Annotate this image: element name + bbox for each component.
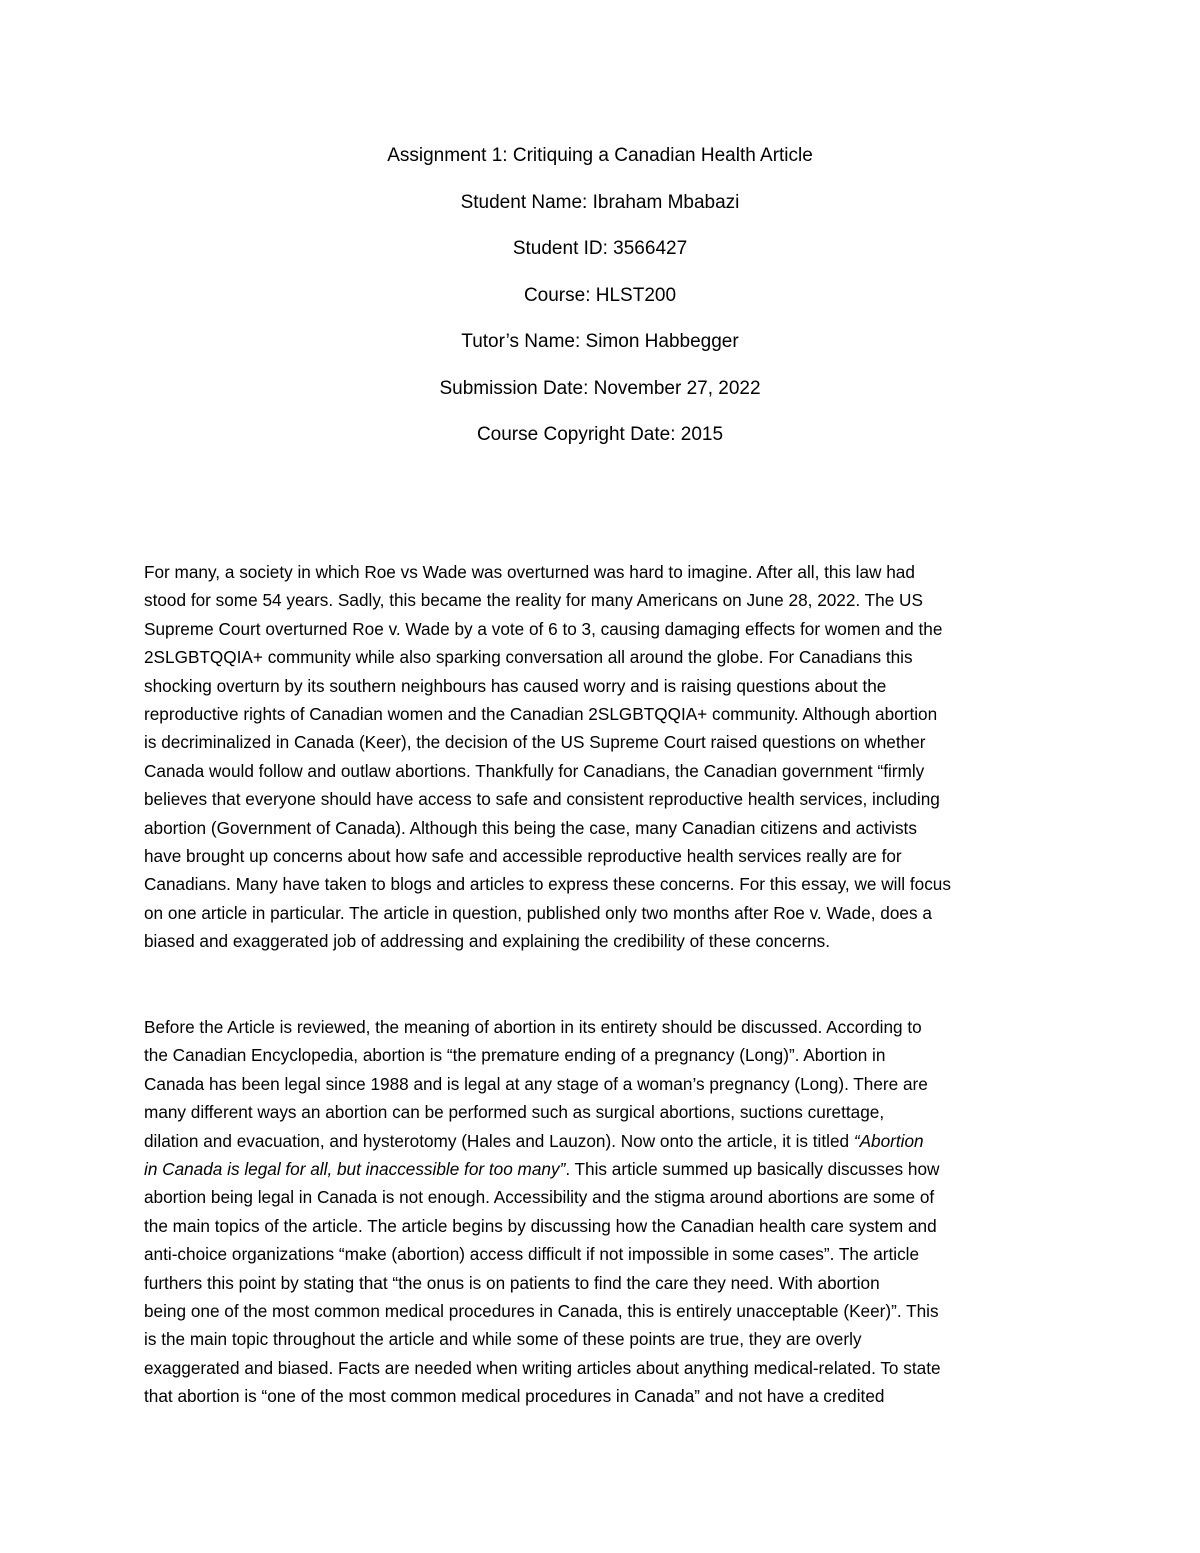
course: Course: HLST200 xyxy=(523,284,677,306)
paragraph-line xyxy=(144,1240,1064,1268)
paragraph-line xyxy=(144,1013,1064,1041)
paragraph-line: is decriminalized in Canada (Keer), the decision of the US Supreme Court raised questions on whether xyxy=(144,732,926,753)
line-text: anti-choice organizations “make (abortion) access difficult if not impossible in some cases”. The article xyxy=(144,1244,920,1265)
course-copyright-date: Course Copyright Date: 2015 xyxy=(476,424,724,445)
line-text: being one of the most common medical procedures in Canada, this is entirely unacceptable (Keer)”. This xyxy=(144,1300,939,1321)
paragraph-line: Canadians. Many have taken to blogs and articles to express these concerns. For this essay, we will focus xyxy=(144,874,951,895)
line-text: is the main topic throughout the article and while some of these points are true, they are overly xyxy=(144,1329,862,1350)
line-text: . This article summed up basically discusses how xyxy=(565,1158,940,1179)
body-paragraph-1 xyxy=(144,558,1064,955)
line-text: the main topics of the article. The article begins by discussing how the Canadian health care system and xyxy=(144,1215,937,1236)
line-text: Before the Article is reviewed, the meaning of abortion in its entirety should be discussed. According to xyxy=(144,1017,922,1037)
student-id: Student ID: 3566427 xyxy=(512,238,688,259)
article-title-italic: “Abortion xyxy=(853,1130,924,1151)
paragraph-line xyxy=(144,1070,1064,1098)
paragraph-line xyxy=(144,1269,1064,1297)
paragraph-line: on one article in particular. The article in question, published only two months after Roe v. Wade, does a xyxy=(144,902,932,923)
paragraph-line: reproductive rights of Canadian women and the Canadian 2SLGBTQQIA+ community. Although abortion xyxy=(144,703,938,724)
tutor-name: Tutor’s Name: Simon Habbegger xyxy=(461,331,739,352)
paragraph-line xyxy=(144,1325,1064,1353)
paragraph-line: biased and exaggerated job of addressing and explaining the credibility of these concerns. xyxy=(144,931,831,952)
body-paragraph-2 xyxy=(144,1013,1064,1410)
paragraph-line xyxy=(144,1183,1064,1211)
paragraph-line xyxy=(144,1127,1064,1155)
paragraph-line xyxy=(144,1098,1064,1126)
paragraph-line xyxy=(144,1297,1064,1325)
paragraph-line xyxy=(144,1382,1064,1410)
paragraph-line: For many, a society in which Roe vs Wade was overturned was hard to imagine. After all, this law had xyxy=(144,562,915,582)
student-name: Student Name: Ibraham Mbabazi xyxy=(460,191,740,213)
article-title-italic: in Canada is legal for all, but inaccessible for too many” xyxy=(144,1158,566,1179)
line-text: exaggerated and biased. Facts are needed when writing articles about anything medical-related. To state xyxy=(144,1357,941,1378)
paragraph-line: 2SLGBTQQIA+ community while also sparking conversation all around the globe. For Canadians this xyxy=(144,647,913,668)
line-text: Canada has been legal since 1988 and is legal at any stage of a woman’s pregnancy (Long). There are xyxy=(144,1073,928,1094)
paragraph-line: stood for some 54 years. Sadly, this became the reality for many Americans on June 28, 2022. The US xyxy=(144,590,923,611)
paragraph-line xyxy=(144,1041,1064,1069)
paragraph-line xyxy=(144,1155,1064,1183)
title-block xyxy=(0,141,1200,467)
paragraph-line: have brought up concerns about how safe and accessible reproductive health services really are for xyxy=(144,845,902,866)
assignment-title: Assignment 1: Critiquing a Canadian Health Article xyxy=(387,145,813,166)
paragraph-line: abortion (Government of Canada). Although this being the case, many Canadian citizens and activists xyxy=(144,817,917,838)
line-text: dilation and evacuation, and hysterotomy (Hales and Lauzon). Now onto the article, it is titled xyxy=(144,1130,854,1151)
line-text: many different ways an abortion can be performed such as surgical abortions, suctions curettage, xyxy=(144,1102,885,1123)
paragraph-line xyxy=(144,1354,1064,1382)
paragraph-line: shocking overturn by its southern neighbours has caused worry and is raising questions about the xyxy=(144,675,887,696)
line-text: abortion being legal in Canada is not enough. Accessibility and the stigma around abortions are some of xyxy=(144,1187,935,1208)
line-text: the Canadian Encyclopedia, abortion is “the premature ending of a pregnancy (Long)”. Abortion in xyxy=(144,1045,886,1066)
submission-date: Submission Date: November 27, 2022 xyxy=(439,377,761,399)
paragraph-line xyxy=(144,1212,1064,1240)
line-text: that abortion is “one of the most common medical procedures in Canada” and not have a credited xyxy=(144,1386,885,1407)
paragraph-line: Canada would follow and outlaw abortions. Thankfully for Canadians, the Canadian government “firmly xyxy=(144,760,925,781)
paragraph-line: believes that everyone should have access to safe and consistent reproductive health services, including xyxy=(144,789,940,810)
paragraph-line: Supreme Court overturned Roe v. Wade by a vote of 6 to 3, causing damaging effects for women and the xyxy=(144,618,943,639)
line-text: furthers this point by stating that “the onus is on patients to find the care they need. With abortion xyxy=(144,1272,880,1293)
